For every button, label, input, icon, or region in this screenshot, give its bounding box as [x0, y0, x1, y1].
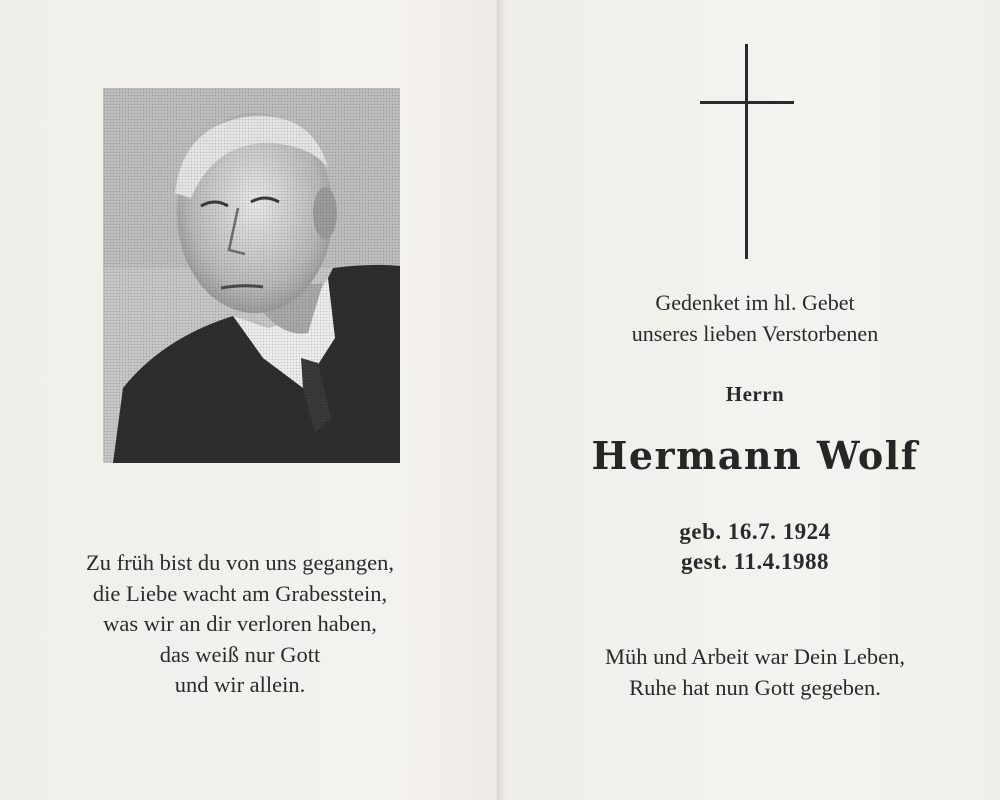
prayer-intro — [520, 287, 990, 349]
motto-line: Ruhe hat nun Gott gegeben. — [629, 675, 881, 700]
closing-motto — [520, 641, 990, 703]
poem-line: die Liebe wacht am Grabesstein, — [92, 580, 388, 606]
motto-line: Müh und Arbeit war Dein Leben, — [605, 644, 905, 669]
memorial-poem — [20, 548, 460, 701]
portrait-image — [103, 88, 400, 463]
card-fold — [497, 0, 500, 800]
honorific: Herrn — [725, 382, 785, 406]
cross-icon — [700, 44, 794, 259]
death-date: gest. 11.4.1988 — [680, 549, 830, 574]
intro-line: Gedenket im hl. Gebet — [655, 290, 855, 315]
poem-line: was wir an dir verloren haben, — [103, 611, 377, 636]
poem-line: Zu früh bist du von uns gegangen, — [85, 550, 395, 575]
birth-date: geb. 16.7. 1924 — [679, 519, 831, 544]
life-dates — [520, 517, 990, 577]
intro-line: unseres lieben Verstorbenen — [631, 321, 879, 346]
poem-line: das weiß nur Gott — [159, 641, 321, 667]
deceased-name: Hermann Wolf — [591, 433, 919, 478]
poem-line: und wir allein. — [174, 672, 306, 697]
portrait-photo — [103, 88, 400, 463]
